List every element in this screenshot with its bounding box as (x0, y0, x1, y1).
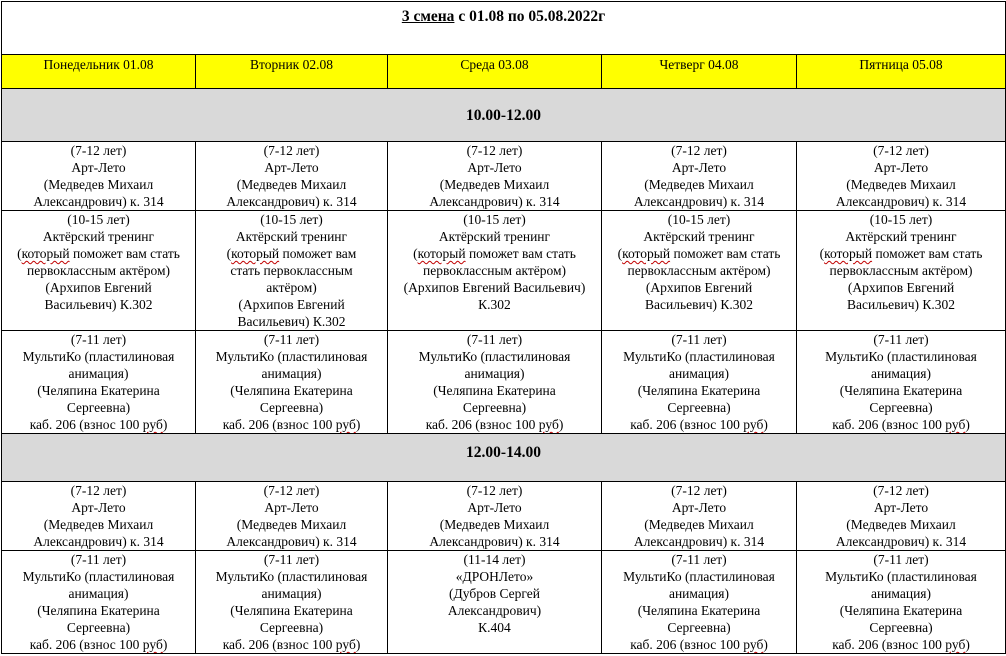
activity-line: Александрович) к. 314 (429, 534, 560, 549)
activity-line: МультиКо (пластилиновая (418, 349, 571, 364)
activity-cell (2, 211, 196, 331)
days-row (2, 55, 1006, 89)
activity-cell (602, 331, 797, 434)
activity-line: Актёрский тренинг (438, 229, 551, 244)
activity-line: Актёрский тренинг (845, 229, 957, 244)
activity-line: (10-15 лет) (260, 212, 323, 227)
activity-line: (Челяпина Екатерина (433, 383, 556, 398)
activity-line: Сергеевна) (667, 400, 731, 415)
activity-line: МультиКо (пластилиновая (825, 349, 977, 364)
day-header-1: Вторник 02.08 (196, 55, 388, 89)
activity-line: Арт-Лето (264, 500, 319, 515)
activity-cell (2, 551, 196, 654)
activity-line: (7-12 лет) (70, 143, 127, 158)
activity-cell (196, 551, 388, 654)
activity-line: (Челяпина Екатерина (637, 603, 761, 618)
activity-line: стать первоклассным (230, 263, 353, 278)
activity-line: Александрович) к. 314 (835, 534, 967, 549)
activity-line: Васильевич) К.302 (847, 297, 955, 312)
activity-cell (797, 551, 1006, 654)
activity-line: анимация) (870, 586, 932, 601)
activity-line: Александрович) к. 314 (33, 194, 164, 209)
activity-line: (Медведев Михаил (846, 517, 956, 532)
activity-line: (10-15 лет) (67, 212, 130, 227)
activity-line: анимация) (668, 366, 730, 381)
activity-line: (Челяпина Екатерина (839, 383, 963, 398)
activity-line: (Медведев Михаил (644, 177, 754, 192)
activity-line: анимация) (261, 586, 322, 601)
activity-line: анимация) (870, 366, 932, 381)
activity-line: Арт-Лето (71, 500, 126, 515)
time-slot-label: 12.00-14.00 (2, 434, 1006, 482)
schedule-table (1, 1, 1006, 654)
activity-line: (Архипов Евгений Васильевич) (403, 280, 586, 295)
activity-line: (7-12 лет) (671, 143, 727, 158)
activity-line: МультиКо (пластилиновая (825, 569, 977, 584)
activity-line: МультиКо (пластилиновая (623, 569, 775, 584)
day-header-2: Среда 03.08 (388, 55, 602, 89)
activity-line: (7-11 лет) (671, 332, 727, 347)
activity-line: Сергеевна) (869, 620, 933, 635)
activity-cell (388, 482, 602, 551)
activity-cell (196, 482, 388, 551)
activity-line: (7-12 лет) (466, 143, 523, 158)
activity-cell (602, 482, 797, 551)
activity-cell (797, 211, 1006, 331)
activity-line: Александрович) к. 314 (633, 194, 765, 209)
activity-cell (797, 331, 1006, 434)
activity-line: Александрович) к. 314 (429, 194, 560, 209)
activity-line: «ДРОНЛето» (455, 569, 534, 584)
activity-line: Сергеевна) (259, 620, 324, 635)
activity-cell (602, 551, 797, 654)
activity-line: К.302 (478, 297, 511, 312)
activity-line: каб. 206 (взнос 100 руб) (630, 417, 768, 432)
time-slot-label: 10.00-12.00 (2, 89, 1006, 142)
activity-line: Арт-Лето (873, 500, 929, 515)
activity-cell (2, 482, 196, 551)
activity-line: (Челяпина Екатерина (230, 603, 353, 618)
activity-line: МультиКо (пластилиновая (215, 569, 368, 584)
schedule-title (2, 2, 1006, 55)
activity-cell (196, 211, 388, 331)
activity-line: (7-12 лет) (873, 483, 929, 498)
activity-line: каб. 206 (взнос 100 руб) (832, 417, 970, 432)
activity-line: первоклассным актёром) (627, 263, 771, 278)
title-suffix: с 01.08 по 05.08.2022г (454, 8, 606, 25)
activity-row (2, 482, 1006, 551)
activity-line: Александрович) к. 314 (835, 194, 967, 209)
activity-line: Арт-Лето (71, 160, 126, 175)
activity-cell (388, 551, 602, 654)
activity-line: (который поможет вам стать (17, 246, 180, 261)
activity-line: (10-15 лет) (667, 212, 731, 227)
activity-cell (602, 142, 797, 211)
activity-line: МультиКо (пластилиновая (215, 349, 368, 364)
activity-line: Актёрский тренинг (235, 229, 348, 244)
activity-line: (7-12 лет) (263, 143, 320, 158)
schedule-body (2, 2, 1006, 654)
activity-line: каб. 206 (взнос 100 руб) (222, 417, 361, 432)
activity-cell (388, 211, 602, 331)
activity-line: (Челяпина Екатерина (839, 603, 963, 618)
activity-line: (который поможет вам стать (617, 246, 781, 261)
activity-line: (10-15 лет) (869, 212, 933, 227)
activity-line: Васильевич) К.302 (645, 297, 753, 312)
activity-cell (388, 331, 602, 434)
activity-line: (Дубров Сергей (449, 586, 540, 601)
activity-line: каб. 206 (взнос 100 руб) (222, 637, 361, 652)
activity-line: (7-11 лет) (263, 332, 320, 347)
activity-line: Сергеевна) (66, 620, 131, 635)
activity-line: (Медведев Михаил (236, 177, 347, 192)
activity-line: (7-12 лет) (70, 483, 127, 498)
activity-line: (Архипов Евгений (45, 280, 152, 295)
day-header-4: Пятница 05.08 (797, 55, 1006, 89)
activity-line: (Медведев Михаил (43, 177, 154, 192)
activity-line: Александрович) к. 314 (633, 534, 765, 549)
time-slot-row (2, 89, 1006, 142)
activity-line: анимация) (668, 586, 730, 601)
activity-cell (196, 142, 388, 211)
activity-line: (7-12 лет) (671, 483, 727, 498)
activity-line: (который поможет вам стать (413, 246, 576, 261)
activity-line: первоклассным актёром) (422, 263, 567, 278)
activity-line: (Медведев Михаил (236, 517, 347, 532)
activity-line: Александрович) к. 314 (33, 534, 164, 549)
activity-cell (797, 482, 1006, 551)
activity-line: (который поможет вам (226, 246, 357, 261)
activity-line: К.404 (478, 620, 511, 635)
activity-line: каб. 206 (взнос 100 руб) (832, 637, 970, 652)
activity-line: (7-11 лет) (873, 332, 929, 347)
activity-line: Арт-Лето (873, 160, 929, 175)
activity-line: (Медведев Михаил (644, 517, 754, 532)
activity-line: (7-11 лет) (70, 332, 127, 347)
activity-line: МультиКо (пластилиновая (22, 569, 175, 584)
activity-cell (196, 331, 388, 434)
activity-line: (Архипов Евгений (238, 297, 345, 312)
activity-line: (7-11 лет) (466, 332, 523, 347)
activity-line: (7-11 лет) (671, 552, 727, 567)
activity-line: (который поможет вам стать (819, 246, 983, 261)
day-header-0: Понедельник 01.08 (2, 55, 196, 89)
activity-line: (7-12 лет) (466, 483, 523, 498)
activity-row (2, 142, 1006, 211)
activity-line: Арт-Лето (467, 500, 522, 515)
activity-line: каб. 206 (взнос 100 руб) (425, 417, 564, 432)
activity-line: Александрович) к. 314 (226, 194, 357, 209)
activity-line: (Медведев Михаил (439, 177, 550, 192)
activity-line: (10-15 лет) (463, 212, 526, 227)
activity-line: анимация) (68, 366, 129, 381)
activity-line: (7-12 лет) (263, 483, 320, 498)
activity-line: актёром) (266, 280, 317, 295)
activity-line: (Челяпина Екатерина (637, 383, 761, 398)
activity-cell (2, 331, 196, 434)
activity-line: (7-11 лет) (70, 552, 127, 567)
activity-line: Актёрский тренинг (643, 229, 755, 244)
activity-row (2, 331, 1006, 434)
activity-line: Сергеевна) (667, 620, 731, 635)
activity-line: каб. 206 (взнос 100 руб) (29, 417, 168, 432)
activity-line: (Медведев Михаил (43, 517, 154, 532)
activity-line: каб. 206 (взнос 100 руб) (630, 637, 768, 652)
activity-line: (Медведев Михаил (846, 177, 956, 192)
title-row (2, 2, 1006, 55)
activity-line: МультиКо (пластилиновая (623, 349, 775, 364)
activity-line: первоклассным актёром) (26, 263, 171, 278)
activity-line: Арт-Лето (671, 160, 727, 175)
activity-line: Сергеевна) (66, 400, 131, 415)
day-header-3: Четверг 04.08 (602, 55, 797, 89)
activity-row (2, 551, 1006, 654)
activity-line: Александрович) (447, 603, 542, 618)
activity-line: Васильевич) К.302 (44, 297, 153, 312)
time-slot-row (2, 434, 1006, 482)
activity-line: (Челяпина Екатерина (37, 603, 160, 618)
activity-cell (797, 142, 1006, 211)
activity-line: Актёрский тренинг (42, 229, 155, 244)
activity-line: (Архипов Евгений (645, 280, 753, 295)
activity-line: (Челяпина Екатерина (37, 383, 160, 398)
activity-line: Сергеевна) (869, 400, 933, 415)
activity-line: Александрович) к. 314 (226, 534, 357, 549)
activity-line: Арт-Лето (467, 160, 522, 175)
activity-line: первоклассным актёром) (829, 263, 973, 278)
activity-line: Васильевич) К.302 (237, 314, 346, 329)
activity-line: каб. 206 (взнос 100 руб) (29, 637, 168, 652)
activity-line: (11-14 лет) (463, 552, 526, 567)
activity-cell (2, 142, 196, 211)
activity-line: МультиКо (пластилиновая (22, 349, 175, 364)
activity-line: (Медведев Михаил (439, 517, 550, 532)
activity-row (2, 211, 1006, 331)
activity-line: анимация) (464, 366, 525, 381)
activity-line: анимация) (261, 366, 322, 381)
activity-line: (Архипов Евгений (847, 280, 955, 295)
title-prefix: 3 смена (401, 8, 455, 25)
activity-cell (602, 211, 797, 331)
activity-line: (Челяпина Екатерина (230, 383, 353, 398)
activity-line: (7-11 лет) (263, 552, 320, 567)
activity-line: Сергеевна) (462, 400, 527, 415)
activity-cell (388, 142, 602, 211)
activity-line: Сергеевна) (259, 400, 324, 415)
activity-line: Арт-Лето (264, 160, 319, 175)
activity-line: (7-11 лет) (873, 552, 929, 567)
activity-line: (7-12 лет) (873, 143, 929, 158)
activity-line: Арт-Лето (671, 500, 727, 515)
activity-line: анимация) (68, 586, 129, 601)
